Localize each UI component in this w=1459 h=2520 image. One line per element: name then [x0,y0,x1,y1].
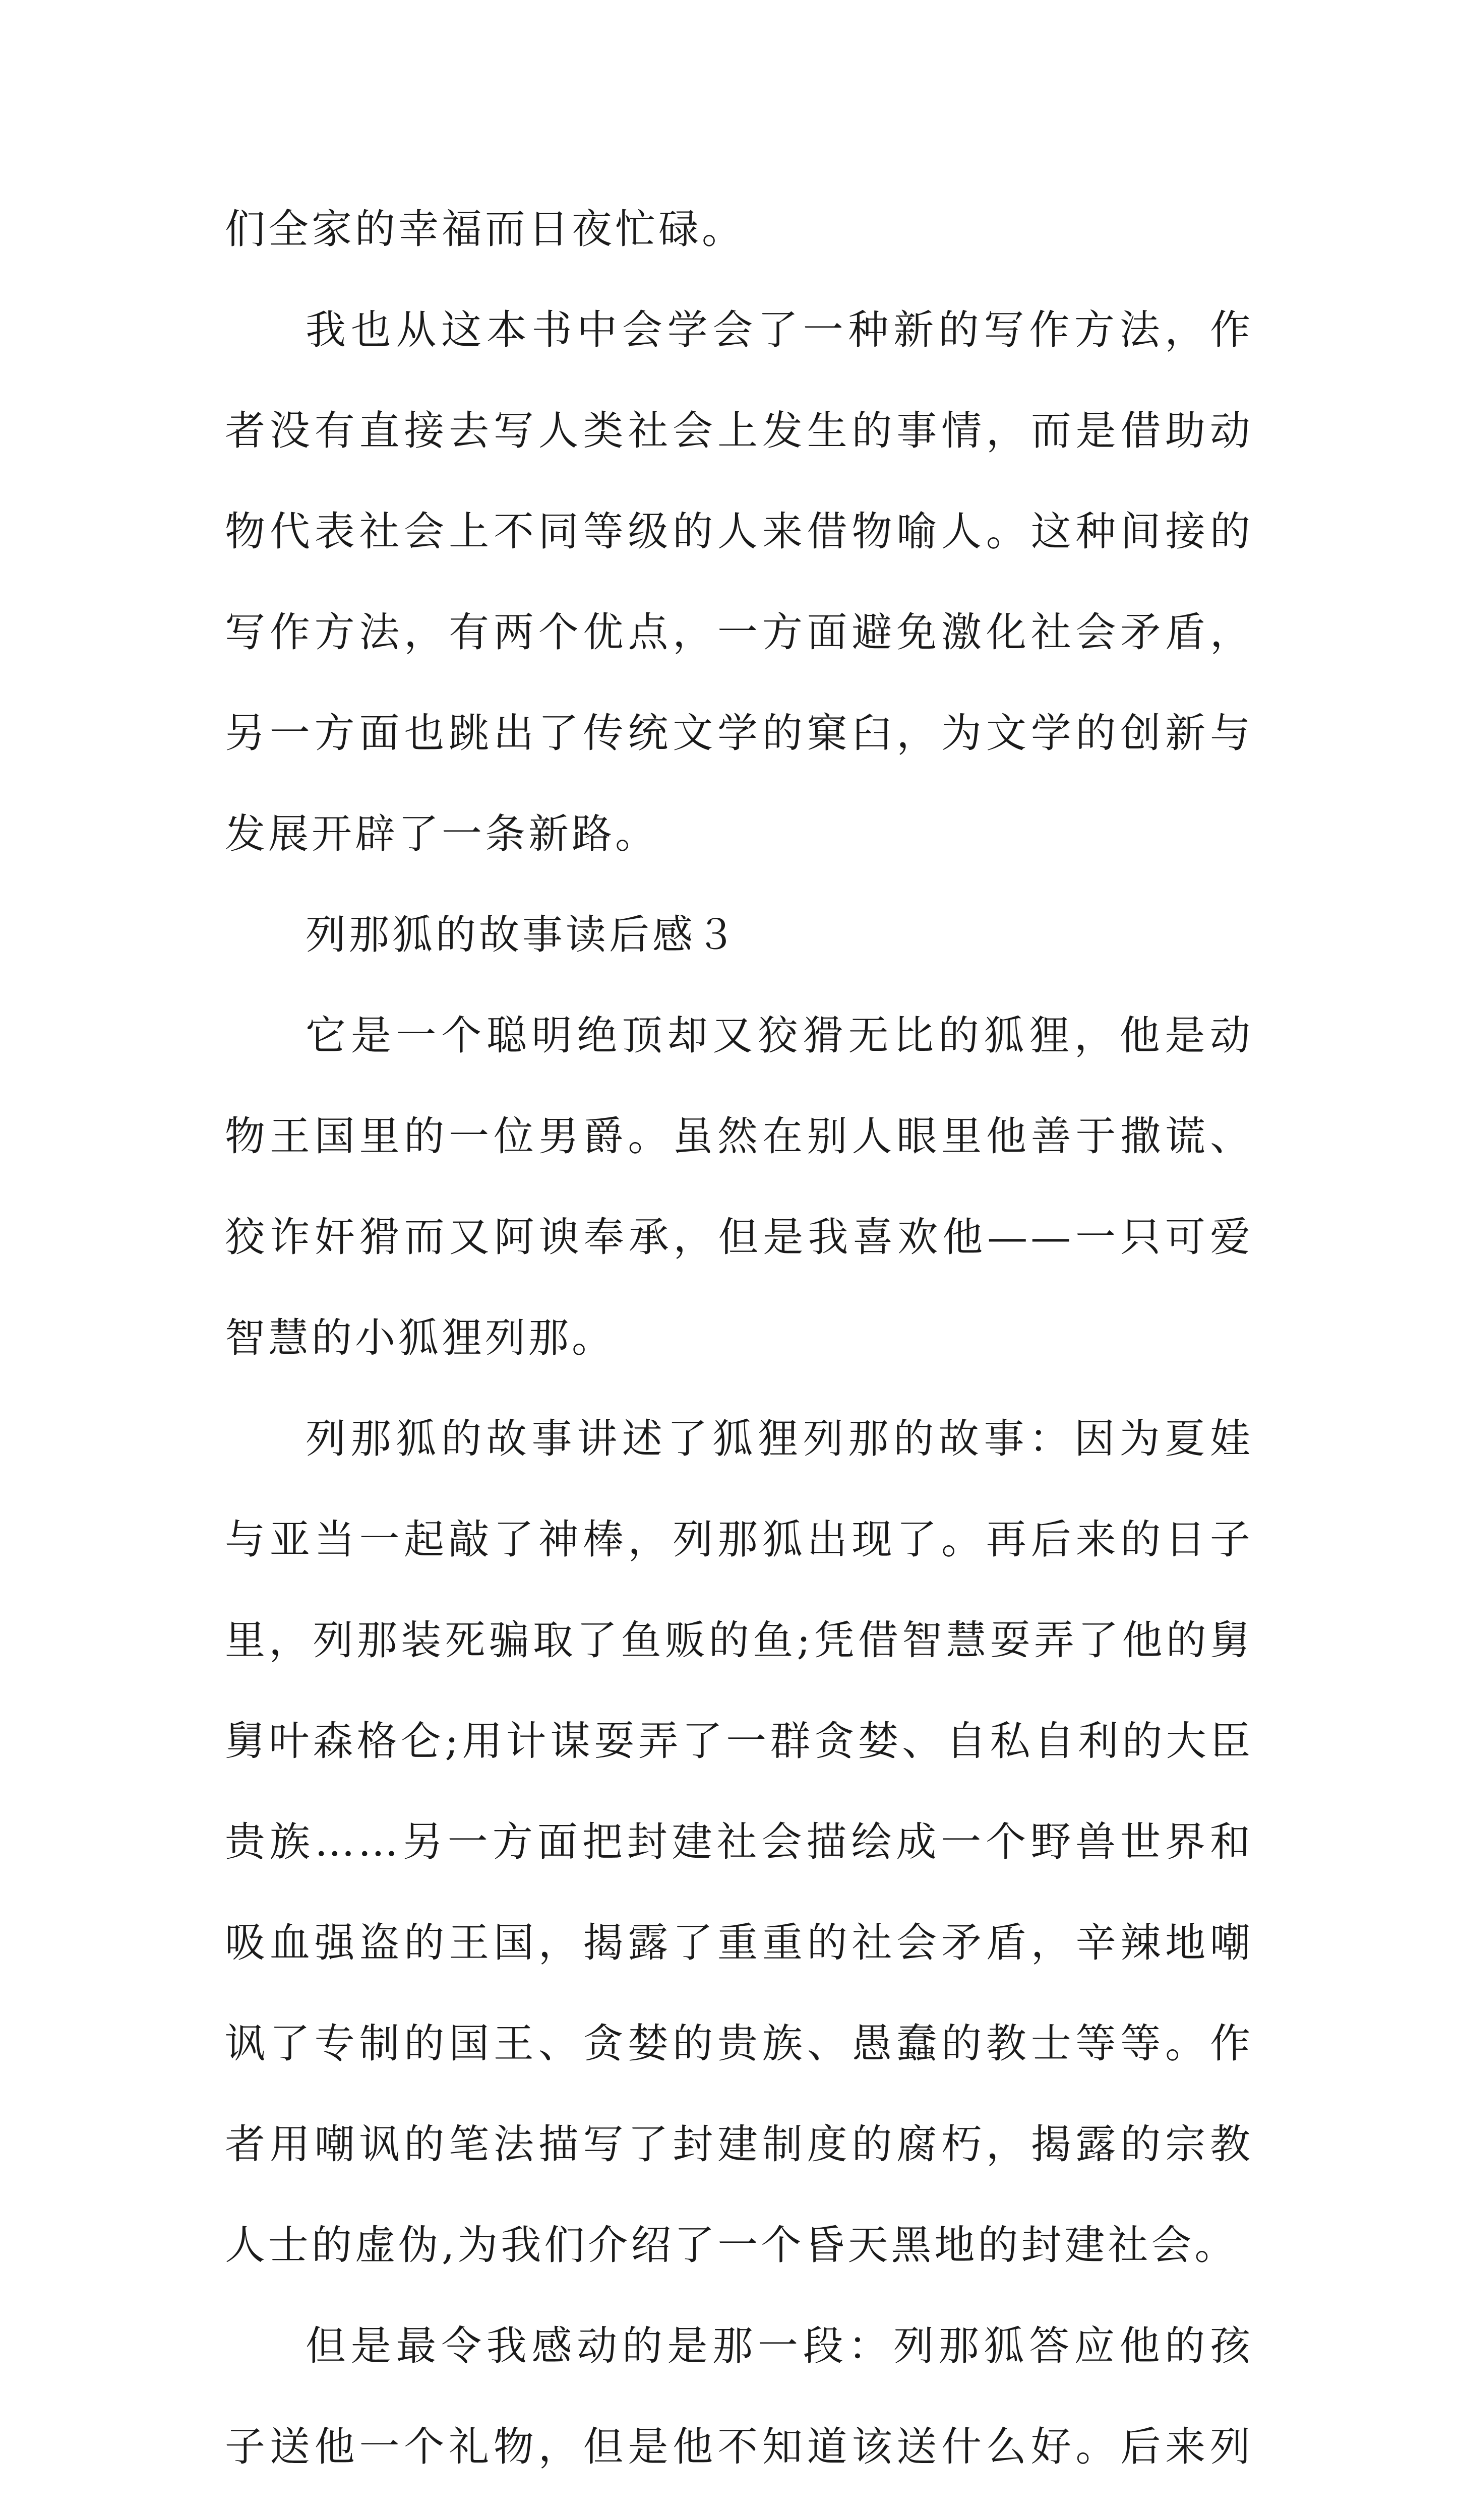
paragraph-continuation: 们全家的幸福而日夜忙碌。 [225,206,745,253]
paragraph-story-summary: 列那狐的故事讲述了狐狸列那的故事：因为夏娃与亚当一起敲了神棒，列那狐出现了。再后来的日子里，列那装死骗取了鱼贩的鱼;凭借智慧耍弄了他的舅舅叶森格仑;用计谋耍弄了一群贪婪、自私自利的大臣贵族……另一方面把封建社会描绘成一个野兽世界和吸血强盗的王国，揭露了重重的社会矛盾，辛辣地嘲讽了专制的国王、贪婪的贵族、愚蠢的教士等等。作者用嘲讽的笔法描写了封建制度的腐朽，揭露的宗教人士的虚伪,为我们介绍了一个昏天黑地的封建社会。 [225,1415,1253,2269]
paragraph-fox-intro: 它是一个聪明绝顶却又狡猾无比的狐狸，他是动物王国里的一位男爵。虽然在别人眼里他善于撒谎、狡诈奸猾而又阿谀奉承，但是我喜欢他——一只可爱智慧的小狐狸列那。 [225,1012,1253,1361]
document-body [225,179,1253,2520]
section-heading: 列那狐的故事读后感３ [306,911,739,958]
paragraph-touching-scene: 但是最令我感动的是那一段：列那狐答应他的孩子送他一个礼物，但是他不知道该送什么好。后来列 [225,2322,1253,2470]
paragraph-writing-method: 我也从这本书中会学会了一种新的写作方法，作者没有直接去写人类社会上发生的事情，而是借助动物代表社会上不同等级的人来借物喻人。这种间接的写作方法，有两个优点，一方面避免激化社会矛盾，另一方面也跳出了传统文学的窠臼，为文学的创新与发展开辟了一条新路。 [225,306,1253,857]
